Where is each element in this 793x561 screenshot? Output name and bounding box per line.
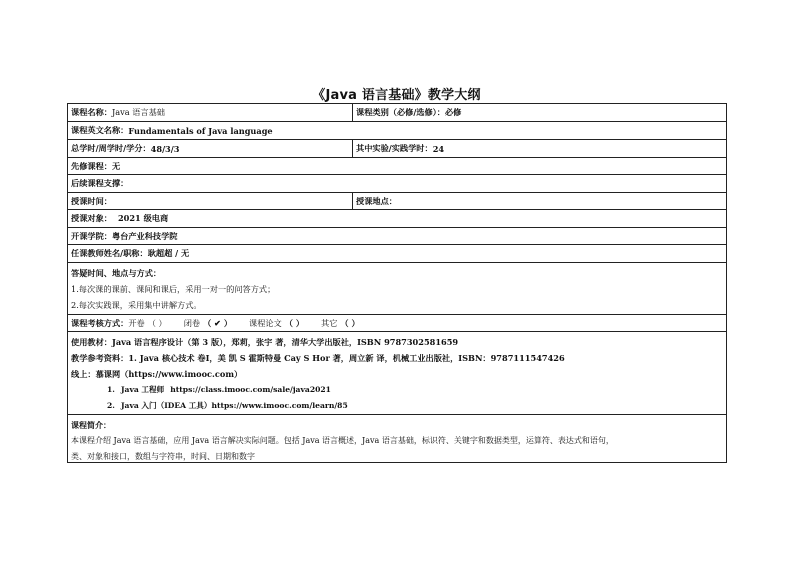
qa-label: 答疑时间、地点与方式： xyxy=(71,268,162,278)
lab-hours-label: 其中实验/实践学时： xyxy=(356,143,433,153)
assessment-option-paper: 课程论文 （ ） xyxy=(249,317,305,328)
table-row xyxy=(68,262,726,314)
college-value: 粤台产业科技学院 xyxy=(111,230,178,241)
hours-label: 总学时/周学时/学分： xyxy=(71,143,151,153)
place-cell xyxy=(352,193,726,209)
online-item xyxy=(71,382,723,398)
place-label: 授课地点： xyxy=(356,195,397,206)
english-name-label: 课程英文名称： xyxy=(71,125,129,135)
table-row xyxy=(68,227,726,244)
time-cell xyxy=(68,193,352,209)
table-row xyxy=(68,121,726,139)
followup-label: 后续课程支撑： xyxy=(71,178,129,188)
followup-cell xyxy=(68,175,726,192)
checkbox-open: （ ） xyxy=(147,317,167,328)
online-item-link[interactable]: https://www.imooc.com/learn/85 xyxy=(211,401,348,410)
assessment-option-other: 其它 （ ） xyxy=(321,317,360,328)
online-item-num: 1. xyxy=(107,385,115,394)
qa-line: 1.每次课的课前、课间和课后，采用一对一的问答方式； xyxy=(71,284,276,294)
english-name-value: Fundamentals of Java language xyxy=(128,125,273,136)
lab-hours-cell xyxy=(352,140,726,157)
table-row xyxy=(68,139,726,157)
table-row xyxy=(68,174,726,192)
intro-cell xyxy=(68,417,726,465)
prereq-cell xyxy=(68,158,726,174)
document-title: 《Java 语言基础》教学大纲 xyxy=(312,88,481,103)
table-row xyxy=(68,209,726,227)
college-cell xyxy=(68,228,726,244)
qa-line: 2.每次实践课，采用集中讲解方式。 xyxy=(71,300,202,310)
online-item xyxy=(71,398,723,414)
online-item-link[interactable]: https://class.imooc.com/sale/java2021 xyxy=(170,385,331,394)
qa-cell xyxy=(68,263,726,315)
table-row xyxy=(68,104,726,121)
target-value: 2021 级电商 xyxy=(117,213,169,223)
online-item-name: Java 工程师 xyxy=(120,385,165,394)
table-row xyxy=(68,157,726,174)
checkbox-closed: （ ✔ ） xyxy=(203,317,233,328)
prereq-label: 先修课程： xyxy=(71,160,112,171)
assessment-label: 课程考核方式： xyxy=(71,317,129,328)
textbook-value: Java 语言程序设计（第 3 版），郑莉，张宇 著，清华大学出版社，ISBN 9787302581659 xyxy=(111,337,459,347)
hours-cell xyxy=(68,140,352,157)
time-label: 授课时间： xyxy=(71,195,112,206)
checkbox-other: （ ） xyxy=(340,317,360,328)
assessment-option-open: 开卷 （ ） xyxy=(128,317,167,328)
course-name-cell xyxy=(68,104,352,121)
online-item-num: 2. xyxy=(107,401,115,410)
textbook-label: 使用教材： xyxy=(71,337,112,347)
table-row xyxy=(68,244,726,262)
online-label: 线上： xyxy=(71,369,96,379)
hours-value: 48/3/3 xyxy=(150,143,180,154)
course-type-cell xyxy=(352,104,726,121)
assessment-option-closed: 闭卷 （ ✔ ） xyxy=(183,317,233,328)
references-value: 1. Java 核心技术 卷Ⅰ，美 凯 S 霍斯特曼 Cay S Hor 著，周立新 译，机械工业出版社，ISBN：9787111547426 xyxy=(128,353,565,363)
course-type-value: 必修 xyxy=(444,107,462,117)
table-row xyxy=(68,314,726,331)
table-row xyxy=(68,331,726,414)
online-item-name: Java 入门（IDEA 工具） xyxy=(120,401,212,410)
checkbox-paper: （ ） xyxy=(284,317,305,328)
table-row xyxy=(68,414,726,462)
assessment-cell xyxy=(68,315,726,331)
table-row xyxy=(68,192,726,209)
prereq-value: 无 xyxy=(111,160,121,171)
textbook-line xyxy=(71,334,723,350)
intro-label: 课程简介： xyxy=(71,420,111,430)
college-label: 开课学院： xyxy=(71,230,112,241)
syllabus-table xyxy=(67,103,727,463)
course-name-label: 课程名称： xyxy=(71,107,112,117)
target-label: 授课对象： xyxy=(71,213,112,223)
online-line xyxy=(71,366,723,382)
english-name-cell xyxy=(68,122,726,139)
references-line xyxy=(71,350,723,366)
teacher-label: 任课教师姓名/职称： xyxy=(71,248,148,258)
online-value: 慕课网（https://www.imooc.com） xyxy=(95,369,243,379)
course-type-label: 课程类别（必修/选修）： xyxy=(356,107,445,117)
references-label: 教学参考资料： xyxy=(71,353,129,363)
intro-line: 类、对象和接口，数组与字符串，时间、日期和数字 xyxy=(71,452,255,461)
intro-line: 本课程介绍 Java 语言基础，应用 Java 语言解决实际问题。包括 Java 语言概述，Java 语言基础，标识符、关键字和数据类型，运算符、表达式和语句， xyxy=(71,436,614,445)
course-name-value: Java 语言基础 xyxy=(111,107,165,117)
target-cell xyxy=(68,210,726,227)
materials-cell xyxy=(68,332,726,416)
teacher-value: 耿超超 / 无 xyxy=(147,248,190,258)
lab-hours-value: 24 xyxy=(432,143,445,154)
teacher-cell xyxy=(68,245,726,262)
